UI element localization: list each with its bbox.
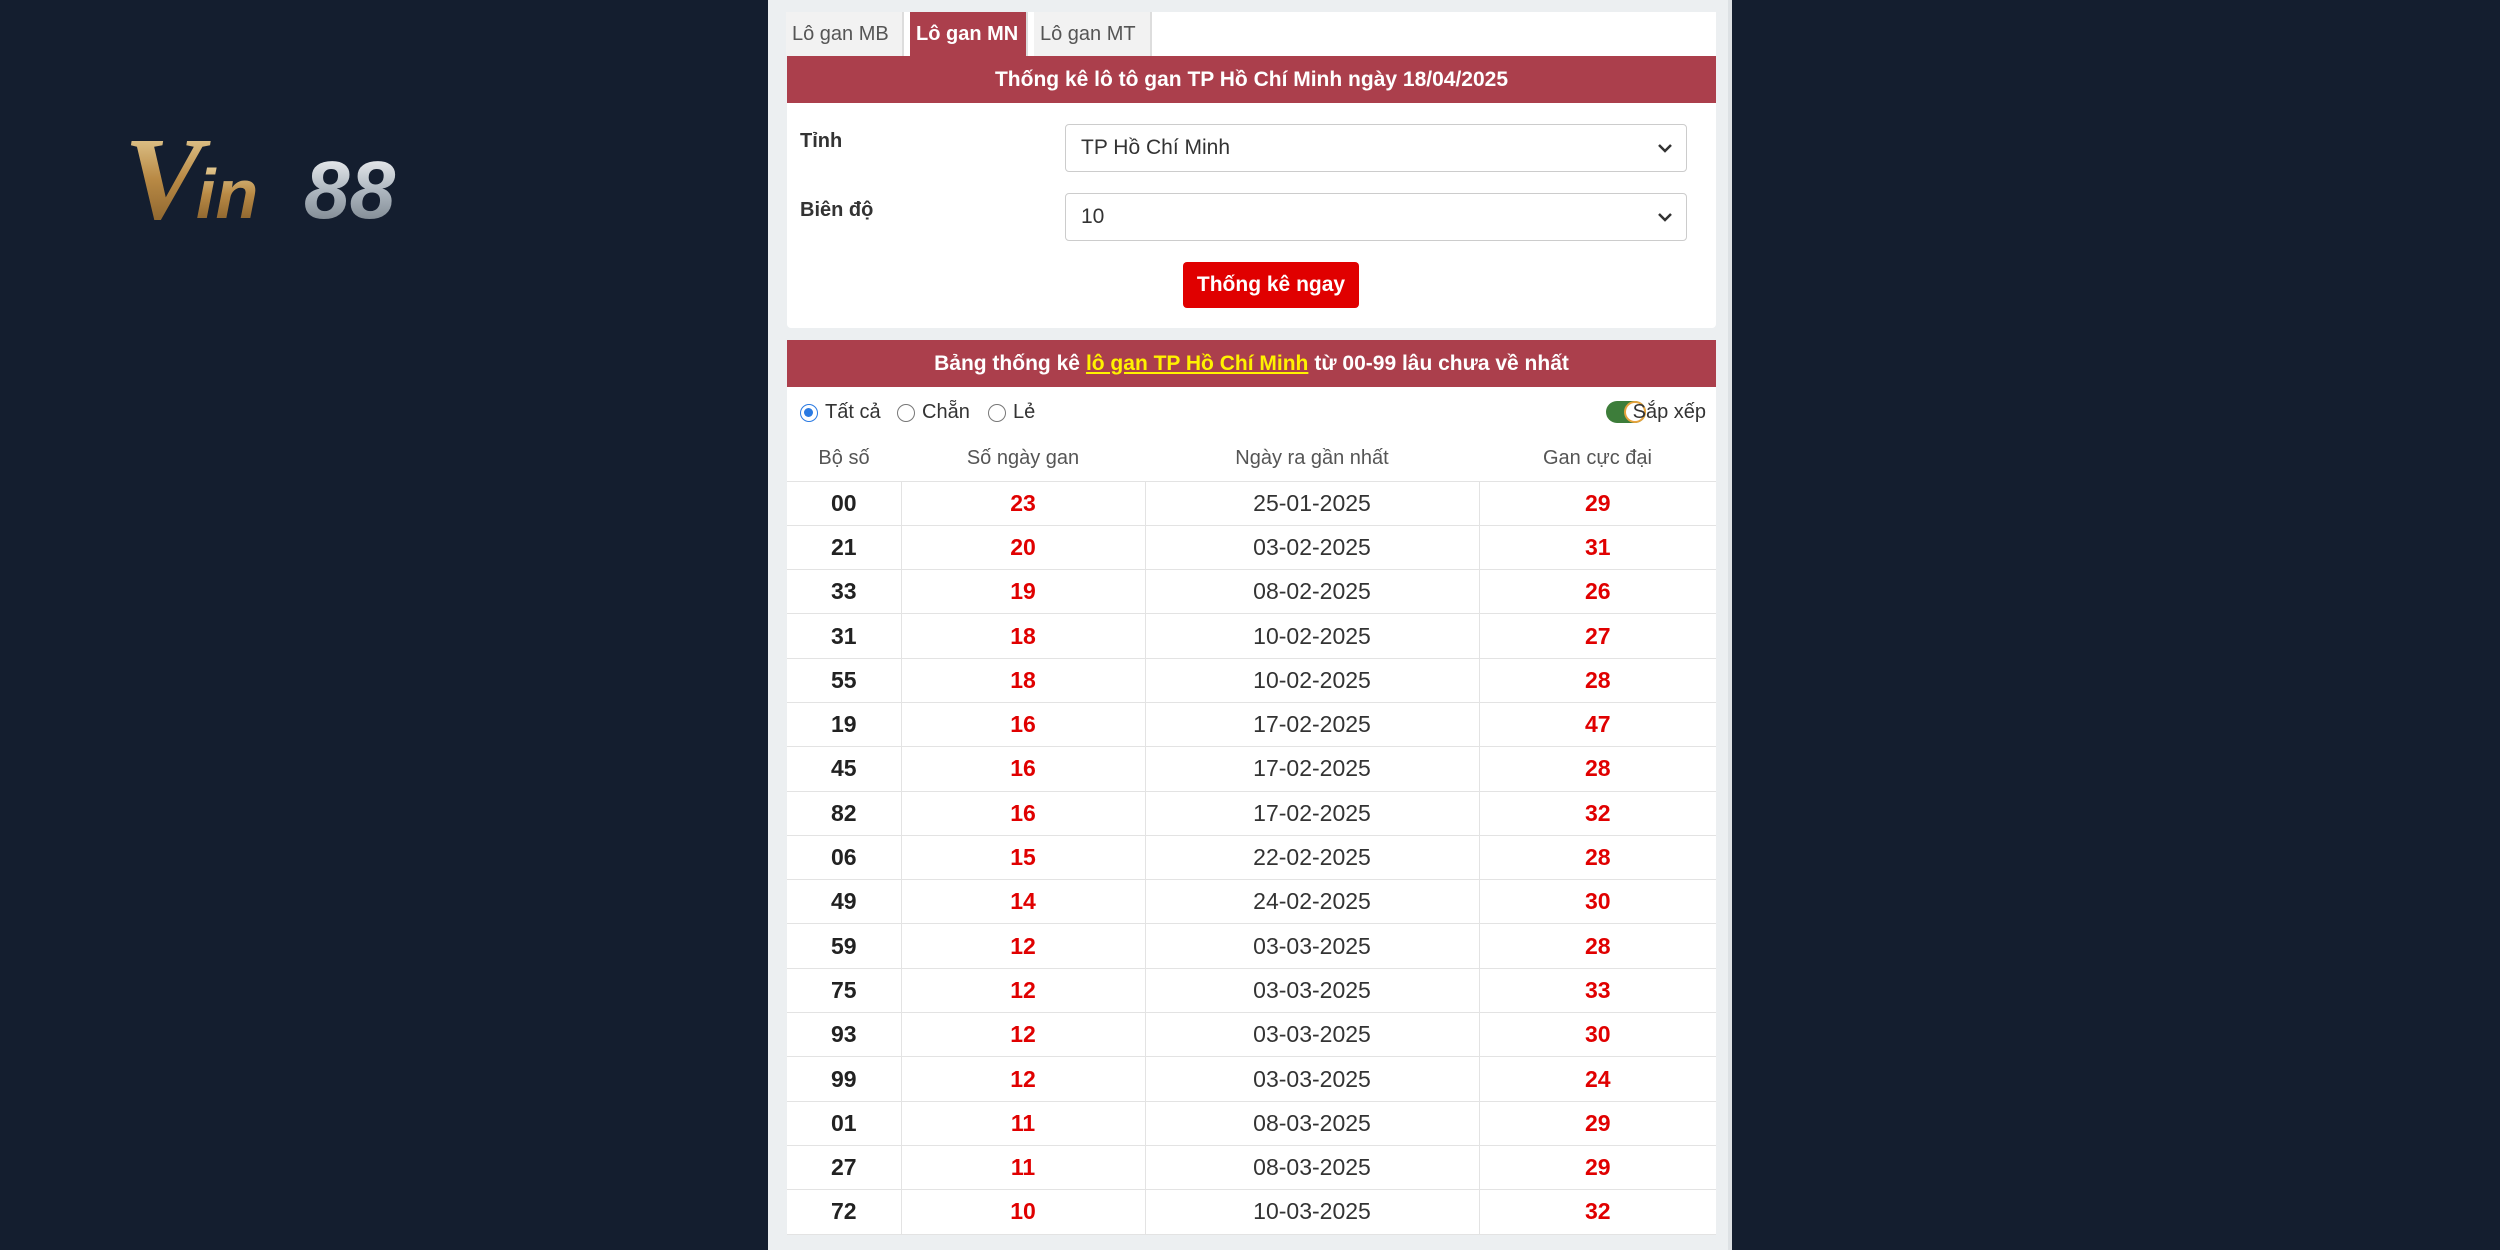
last-date-cell: 17-02-2025: [1145, 791, 1479, 835]
table-title-suffix: từ 00-99 lâu chưa về nhất: [1314, 351, 1569, 375]
chevron-down-icon: [1656, 208, 1674, 226]
max-gan-cell: 30: [1479, 880, 1716, 924]
last-date-cell: 10-03-2025: [1145, 1190, 1479, 1234]
table-row: [787, 968, 1716, 1012]
sort-toggle-label: Sắp xếp: [1632, 401, 1706, 423]
gan-days-cell: 10: [901, 1190, 1145, 1234]
number-cell: 21: [787, 525, 901, 569]
form-title: Thống kê lô tô gan TP Hồ Chí Minh ngày 18/04/2025: [787, 56, 1716, 103]
max-gan-cell: 29: [1479, 1145, 1716, 1189]
table-row: [787, 791, 1716, 835]
max-gan-cell: 31: [1479, 525, 1716, 569]
last-date-cell: 08-03-2025: [1145, 1101, 1479, 1145]
number-cell: 31: [787, 614, 901, 658]
table-row: [787, 570, 1716, 614]
number-cell: 49: [787, 880, 901, 924]
table-row: [787, 747, 1716, 791]
filter-bar: [787, 387, 1716, 437]
last-date-cell: 17-02-2025: [1145, 702, 1479, 746]
column-header[interactable]: Gan cực đại: [1479, 437, 1716, 481]
table-title: [787, 340, 1716, 387]
table-row: [787, 835, 1716, 879]
radio-all-dot[interactable]: [800, 404, 818, 422]
number-cell: 93: [787, 1013, 901, 1057]
content-panel: [768, 0, 1731, 1250]
gan-days-cell: 23: [901, 481, 1145, 525]
last-date-cell: 25-01-2025: [1145, 481, 1479, 525]
gan-days-cell: 12: [901, 1057, 1145, 1101]
gan-days-cell: 19: [901, 570, 1145, 614]
max-gan-cell: 28: [1479, 924, 1716, 968]
number-cell: 82: [787, 791, 901, 835]
table-body: [787, 481, 1716, 1234]
gan-days-cell: 18: [901, 614, 1145, 658]
radio-even-dot[interactable]: [897, 404, 915, 422]
last-date-cell: 03-03-2025: [1145, 1057, 1479, 1101]
svg-text:88: 88: [304, 145, 396, 230]
last-date-cell: 17-02-2025: [1145, 747, 1479, 791]
max-gan-cell: 29: [1479, 481, 1716, 525]
filter-form-card: [787, 56, 1716, 328]
last-date-cell: 08-03-2025: [1145, 1145, 1479, 1189]
max-gan-cell: 32: [1479, 791, 1716, 835]
number-cell: 99: [787, 1057, 901, 1101]
table-row: [787, 1190, 1716, 1234]
max-gan-cell: 28: [1479, 747, 1716, 791]
last-date-cell: 03-02-2025: [1145, 525, 1479, 569]
gan-days-cell: 20: [901, 525, 1145, 569]
table-row: [787, 1101, 1716, 1145]
table-row: [787, 481, 1716, 525]
range-label: Biên độ: [800, 199, 874, 221]
radio-even[interactable]: [897, 401, 970, 424]
gan-days-cell: 12: [901, 924, 1145, 968]
max-gan-cell: 30: [1479, 1013, 1716, 1057]
radio-even-label: Chẵn: [922, 401, 970, 423]
province-label: Tỉnh: [800, 130, 843, 152]
max-gan-cell: 27: [1479, 614, 1716, 658]
number-cell: 55: [787, 658, 901, 702]
tab-lo-gan-mb[interactable]: Lô gan MB: [786, 12, 904, 56]
radio-odd[interactable]: [988, 401, 1035, 424]
gan-days-cell: 11: [901, 1101, 1145, 1145]
max-gan-cell: 24: [1479, 1057, 1716, 1101]
table-row: [787, 658, 1716, 702]
range-select-value: 10: [1081, 205, 1105, 228]
chevron-down-icon: [1656, 139, 1674, 157]
gan-days-cell: 14: [901, 880, 1145, 924]
radio-all[interactable]: [800, 401, 881, 424]
gan-days-cell: 12: [901, 1013, 1145, 1057]
lo-gan-table: [787, 437, 1716, 1235]
gan-days-cell: 16: [901, 791, 1145, 835]
max-gan-cell: 32: [1479, 1190, 1716, 1234]
table-title-prefix: Bảng thống kê: [934, 351, 1080, 375]
last-date-cell: 08-02-2025: [1145, 570, 1479, 614]
gan-days-cell: 18: [901, 658, 1145, 702]
gan-days-cell: 11: [901, 1145, 1145, 1189]
table-row: [787, 1057, 1716, 1101]
stats-table-card: [787, 340, 1716, 1234]
table-row: [787, 614, 1716, 658]
table-row: [787, 1013, 1716, 1057]
number-cell: 59: [787, 924, 901, 968]
max-gan-cell: 28: [1479, 835, 1716, 879]
panel-edge: [1728, 0, 1732, 1250]
province-select-value: TP Hồ Chí Minh: [1081, 136, 1230, 159]
gan-days-cell: 16: [901, 747, 1145, 791]
table-row: [787, 880, 1716, 924]
max-gan-cell: 26: [1479, 570, 1716, 614]
column-header[interactable]: Bộ số: [787, 437, 901, 481]
number-cell: 45: [787, 747, 901, 791]
number-cell: 01: [787, 1101, 901, 1145]
range-select[interactable]: [1065, 193, 1687, 241]
svg-text:in: in: [196, 155, 259, 230]
tab-lo-gan-mt[interactable]: Lô gan MT: [1034, 12, 1152, 56]
number-cell: 19: [787, 702, 901, 746]
radio-all-label: Tất cả: [825, 401, 881, 423]
table-row: [787, 924, 1716, 968]
table-row: [787, 1145, 1716, 1189]
province-select[interactable]: [1065, 124, 1687, 172]
gan-days-cell: 12: [901, 968, 1145, 1012]
column-header[interactable]: Số ngày gan: [901, 437, 1145, 481]
number-cell: 75: [787, 968, 901, 1012]
last-date-cell: 24-02-2025: [1145, 880, 1479, 924]
table-row: [787, 702, 1716, 746]
max-gan-cell: 28: [1479, 658, 1716, 702]
table-row: [787, 525, 1716, 569]
number-cell: 00: [787, 481, 901, 525]
gan-days-cell: 16: [901, 702, 1145, 746]
number-cell: 33: [787, 570, 901, 614]
max-gan-cell: 47: [1479, 702, 1716, 746]
number-cell: 06: [787, 835, 901, 879]
table-title-link[interactable]: lô gan TP Hồ Chí Minh: [1085, 351, 1309, 375]
submit-button[interactable]: Thống kê ngay: [1183, 262, 1359, 308]
max-gan-cell: 33: [1479, 968, 1716, 1012]
gan-days-cell: 15: [901, 835, 1145, 879]
last-date-cell: 10-02-2025: [1145, 614, 1479, 658]
radio-odd-label: Lẻ: [1013, 401, 1036, 423]
last-date-cell: 22-02-2025: [1145, 835, 1479, 879]
column-header[interactable]: Ngày ra gần nhất: [1145, 437, 1479, 481]
number-cell: 27: [787, 1145, 901, 1189]
last-date-cell: 03-03-2025: [1145, 924, 1479, 968]
vin88-logo: [124, 120, 484, 230]
number-cell: 72: [787, 1190, 901, 1234]
last-date-cell: 10-02-2025: [1145, 658, 1479, 702]
last-date-cell: 03-03-2025: [1145, 968, 1479, 1012]
svg-text:V: V: [124, 120, 203, 230]
max-gan-cell: 29: [1479, 1101, 1716, 1145]
radio-odd-dot[interactable]: [988, 404, 1006, 422]
tab-bar: [786, 12, 1716, 56]
tab-lo-gan-mn[interactable]: Lô gan MN: [910, 12, 1028, 56]
table-header-row: [787, 437, 1716, 481]
last-date-cell: 03-03-2025: [1145, 1013, 1479, 1057]
